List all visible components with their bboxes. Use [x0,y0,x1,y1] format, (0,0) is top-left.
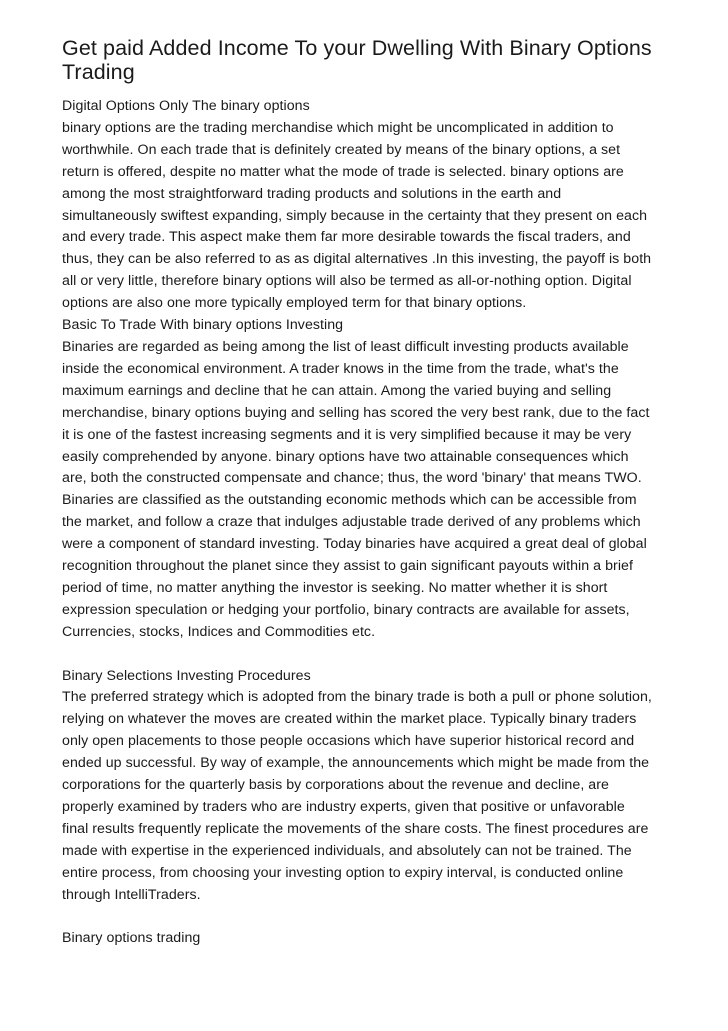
section-heading: Basic To Trade With binary options Investing [62,317,344,334]
paragraph-line: easily comprehended by anyone. binary options have two attainable consequences which [62,448,629,465]
paragraph-line: only open placements to those people occasions which have superior historical record and [62,733,635,750]
paragraph-line: binary options are the trading merchandise which might be uncomplicated in addition to [62,119,614,136]
paragraph-line: corporations for the quarterly basis by corporations about the revenue and decline, are [62,777,609,794]
paragraph-line: merchandise, binary options buying and selling has scored the very best rank, due to the fact [62,404,650,421]
paragraph-line: relying on whatever the moves are created within the market place. Typically binary traders [62,711,637,728]
paragraph-line: The preferred strategy which is adopted from the binary trade is both a pull or phone solution, [62,689,652,706]
section-heading: Digital Options Only The binary options [62,98,310,114]
document-title [62,36,674,84]
paragraph-line: all or very little, therefore binary options will also be termed as all-or-nothing option. Digital [62,273,632,290]
paragraph-spacer [62,644,674,666]
paragraph-line: options are also one more typically employed term for that binary options. [62,295,527,312]
paragraph-line: it is one of the fastest increasing segments and it is very simplified because it may be very [62,426,632,443]
section-digital-options [62,96,674,315]
paragraph-line: expression speculation or hedging your portfolio, binary contracts are available for assets, [62,601,630,618]
paragraph-line: among the most straightforward trading products and solutions in the earth and [62,185,562,202]
paragraph-line: Binaries are regarded as being among the list of least difficult investing products available [62,338,629,355]
title-line: Get paid Added Income To your Dwelling With Binary Options [62,36,652,60]
paragraph-line: are, both the constructed compensate and chance; thus, the word 'binary' that means TWO. [62,470,642,487]
section-investing-procedures [62,666,674,907]
paragraph-line: maximum earnings and decline that he can attain. Among the varied buying and selling [62,382,612,399]
section-heading: Binary Selections Investing Procedures [62,667,311,684]
section-binary-options-trading [62,928,674,950]
paragraph-line: were a component of standard investing. Today binaries have acquired a great deal of global [62,536,647,553]
paragraph-line: worthwhile. On each trade that is definitely created by means of the binary options, a set [62,141,621,158]
paragraph-line: the market, and follow a craze that indulges adjustable trade derived of any problems which [62,514,641,531]
paragraph-line: Binaries are classified as the outstanding economic methods which can be accessible from [62,492,637,509]
paragraph-line: made with expertise in the experienced individuals, and absolutely can not be trained. The [62,842,632,859]
paragraph-line: Currencies, stocks, Indices and Commodities etc. [62,623,376,640]
paragraph-line: entire process, from choosing your investing option to expiry interval, is conducted online [62,864,624,881]
title-line: Trading [62,60,135,84]
paragraph-line: through IntelliTraders. [62,886,201,903]
paragraph-line: return is offered, despite no matter what the mode of trade is selected. binary options are [62,163,624,180]
section-basic-to-trade [62,315,674,644]
paragraph-line: ended up successful. By way of example, the announcements which might be made from the [62,755,650,772]
paragraph-line: and every trade. This aspect make them far more desirable towards the fiscal traders, and [62,229,631,246]
paragraph-line: recognition throughout the planet since they assist to gain significant payouts within a brief [62,558,633,575]
paragraph-line: final results frequently replicate the movements of the share costs. The finest procedures are [62,820,649,837]
paragraph-line: simultaneously swiftest expanding, simply because in the certainty that they present on each [62,207,648,224]
section-heading: Binary options trading [62,930,201,947]
paragraph-line: thus, they can be also referred to as as digital alternatives .In this investing, the payoff is both [62,251,652,268]
document-page [62,36,674,950]
paragraph-line: properly examined by traders who are industry experts, given that positive or unfavorable [62,798,625,815]
paragraph-line: inside the economical environment. A trader knows in the time from the trade, what's the [62,360,619,377]
paragraph-spacer [62,907,674,929]
paragraph-line: period of time, no matter anything the investor is seeking. No matter whether it is short [62,579,608,596]
